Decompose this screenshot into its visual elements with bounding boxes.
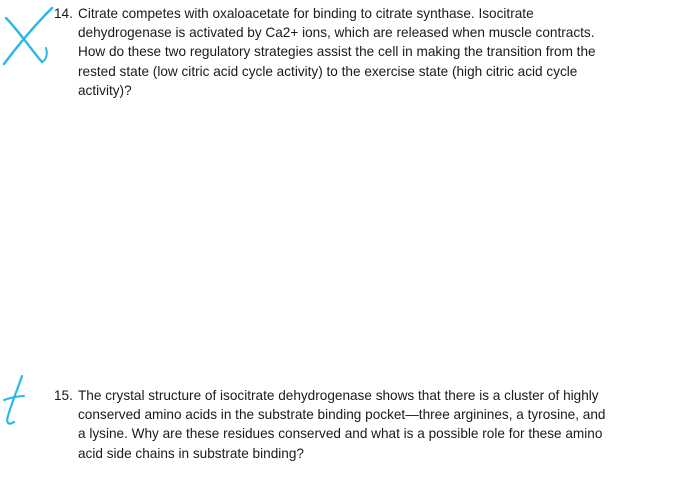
question-line: Citrate competes with oxaloacetate for binding to citrate synthase. Isocitrate: [78, 6, 534, 21]
question-line: a lysine. Why are these residues conserved and what is a possible role for these amino: [78, 426, 603, 442]
question-line: activity)?: [78, 82, 132, 98]
question-line: dehydrogenase is activated by Ca2+ ions, which are released when muscle contracts.: [78, 25, 595, 41]
question-text: [78, 4, 664, 100]
question-line: The crystal structure of isocitrate dehydrogenase shows that there is a cluster of highly: [78, 388, 599, 403]
handwritten-check-mark: [0, 370, 40, 440]
question-line: acid side chains in substrate binding?: [78, 445, 304, 461]
question-number: 14.: [54, 6, 73, 21]
question-line: How do these two regulatory strategies assist the cell in making the transition from the: [78, 44, 596, 60]
handwritten-x-mark: [0, 0, 60, 80]
question-line: conserved amino acids in the substrate binding pocket—three arginines, a tyrosine, and: [78, 407, 606, 423]
question-15: [54, 386, 664, 463]
question-14: [54, 4, 664, 100]
question-number: 15.: [54, 388, 73, 403]
question-line: rested state (low citric acid cycle activity) to the exercise state (high citric acid cycle: [78, 63, 578, 79]
question-text: [78, 386, 664, 463]
